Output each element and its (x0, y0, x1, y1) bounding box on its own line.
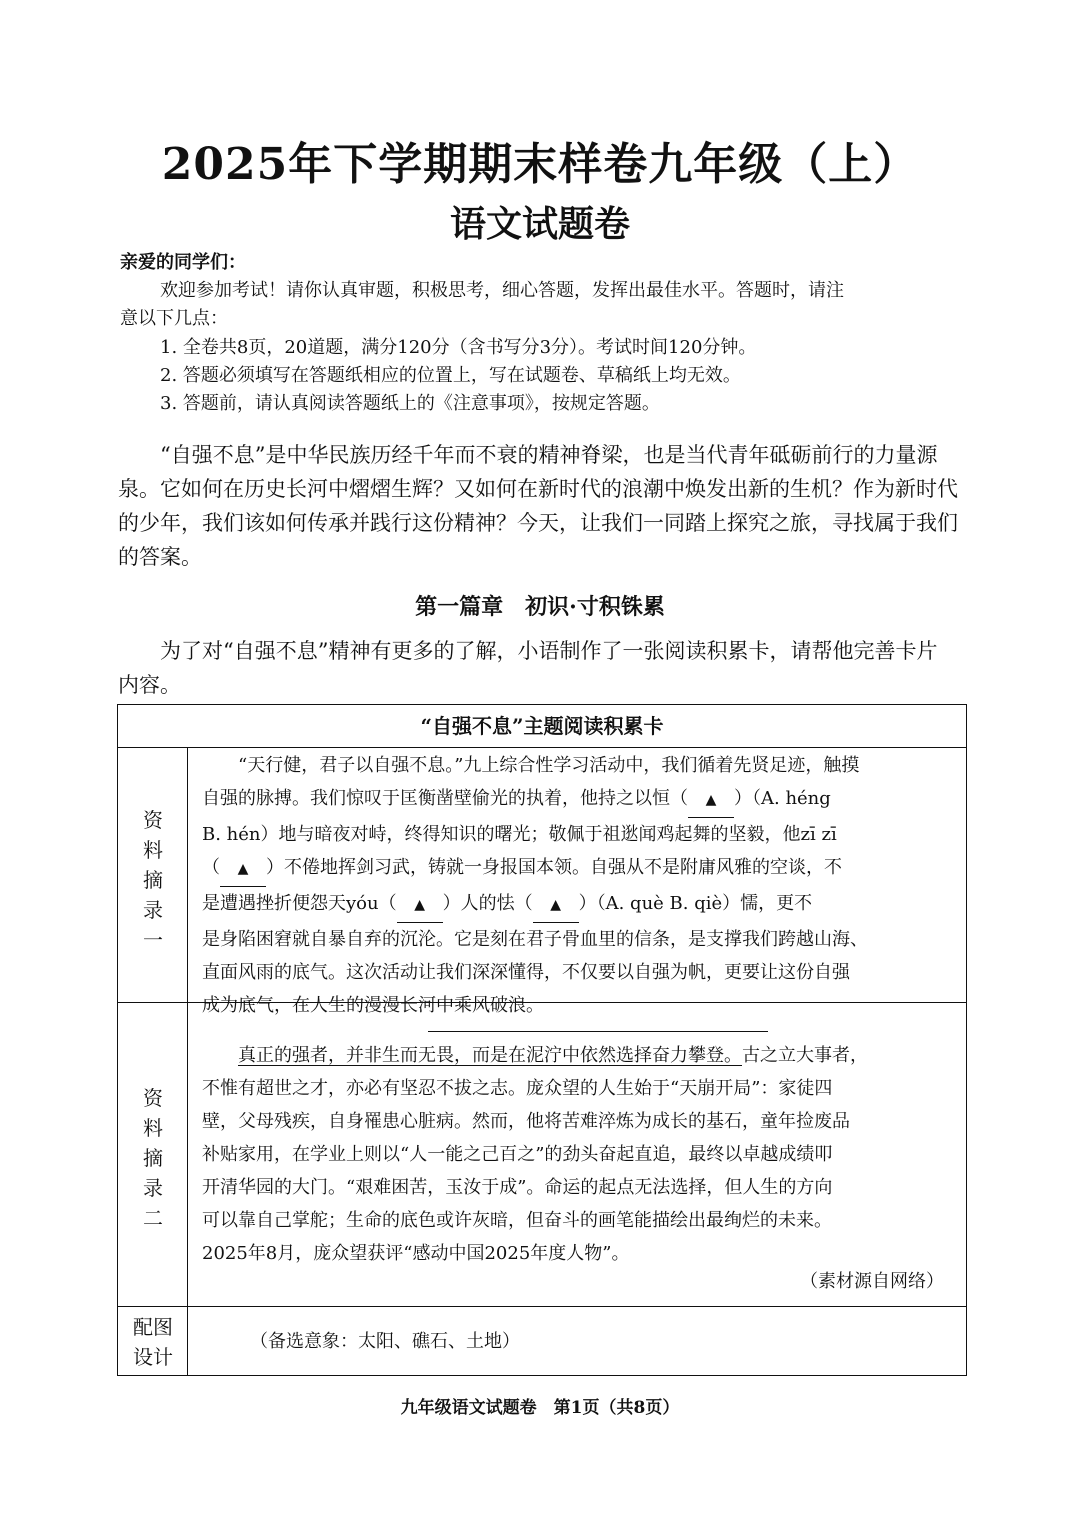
text-line: 开清华园的大门。“艰难困苦，玉汝于成”。命运的起点无法选择，但人生的方向 (202, 1177, 833, 1198)
text-line: “天行健，君子以自强不息。”九上综合性学习活动中，我们循着先贤足迹，触摸 (238, 755, 860, 776)
answer-blank[interactable] (688, 782, 734, 818)
text-fragment: ）不倦地挥剑习武，铸就一身报国本领。自强从不是附庸风雅的空谈，不 (266, 857, 842, 878)
chapter-title: 第一篇章 初识·寸积铢累 (415, 594, 665, 620)
source-note: （素材源自网络） (800, 1271, 944, 1292)
notice-item-1: 1. 全卷共8页，20道题，满分120分（含书写分3分）。考试时间120分钟。 (160, 337, 757, 358)
label-text: 设计 (133, 1345, 173, 1369)
label-char: 资 (143, 1086, 163, 1110)
reading-card (117, 704, 967, 1376)
intro-line: “自强不息”是中华民族历经千年而不衰的精神脊梁，也是当代青年砥砺前行的力量源 (160, 443, 938, 467)
page-footer: 九年级语文试题卷 第1页（共8页） (400, 1398, 680, 1418)
text-fragment: ）（A. héng (734, 788, 831, 809)
intro-line: 的答案。 (118, 545, 202, 569)
image-design-hint: （备选意象：太阳、礁石、土地） (250, 1331, 520, 1352)
text-line (202, 887, 958, 923)
triangle-icon: ▲ (550, 897, 561, 913)
instruction-line: 内容。 (118, 673, 181, 697)
triangle-icon: ▲ (414, 897, 425, 913)
section-2-text (202, 1039, 958, 1270)
label-char: 料 (143, 838, 163, 862)
text-fragment: 是遭遇挫折便怨天yóu（ (202, 893, 397, 914)
label-text: 配图 (133, 1315, 173, 1339)
text-line (202, 1039, 958, 1072)
card-section-3 (118, 1307, 966, 1375)
section-1-label (118, 747, 188, 1002)
exam-title: 2025年下学期期末样卷九年级（上） (161, 139, 919, 190)
answer-blank[interactable] (220, 851, 266, 887)
title-answer-line[interactable] (428, 1031, 768, 1032)
card-title: “自强不息”主题阅读积累卡 (118, 705, 966, 748)
text-line: 不惟有超世之才，亦必有坚忍不拔之志。庞众望的人生始于“天崩开局”：家徒四 (202, 1078, 833, 1099)
label-char: 一 (143, 928, 163, 952)
text-line: 是身陷困窘就自暴自弃的沉沦。它是刻在君子骨血里的信条，是支撑我们跨越山海、 (202, 929, 868, 950)
label-char: 摘 (143, 1146, 163, 1170)
welcome-line-1: 欢迎参加考试！请你认真审题，积极思考，细心答题，发挥出最佳水平。答题时，请注 (160, 280, 844, 301)
card-section-1 (118, 747, 966, 1016)
section-1-text (202, 749, 958, 1022)
instruction-paragraph (118, 634, 968, 702)
label-char: 录 (143, 898, 163, 922)
text-fragment: ）（A. què B. qiè）懦，更不 (578, 893, 813, 914)
notice-item-3: 3. 答题前，请认真阅读答题纸上的《注意事项》，按规定答题。 (160, 393, 660, 414)
answer-blank[interactable] (533, 887, 579, 923)
card-section-2 (118, 1003, 966, 1307)
intro-line: 泉。它如何在历史长河中熠熠生辉？又如何在新时代的浪潮中焕发出新的生机？作为新时代 (118, 477, 958, 501)
section-3-label (118, 1307, 188, 1375)
answer-blank[interactable] (397, 887, 443, 923)
text-line: 2025年8月，庞众望获评“感动中国2025年度人物”。 (202, 1243, 630, 1264)
exam-subtitle: 语文试题卷 (449, 203, 630, 245)
instruction-line: 为了对“自强不息”精神有更多的了解，小语制作了一张阅读积累卡，请帮他完善卡片 (160, 639, 938, 663)
text-line: B. hén）地与暗夜对峙，终得知识的曙光；敬佩于祖逖闻鸡起舞的坚毅，他zī zī (202, 824, 837, 845)
notice-item-2: 2. 答题必须填写在答题纸相应的位置上，写在试题卷、草稿纸上均无效。 (160, 365, 741, 386)
text-line: 直面风雨的底气。这次活动让我们深深懂得，不仅要以自强为帆，更要让这份自强 (202, 962, 850, 983)
text-line: 壁，父母残疾，自身罹患心脏病。然而，他将苦难淬炼为成长的基石，童年捡废品 (202, 1111, 850, 1132)
underlined-sentence: 真正的强者，并非生而无畏，而是在泥泞中依然选择奋力攀登。 (238, 1045, 742, 1066)
text-line: 可以靠自己掌舵；生命的底色或许灰暗，但奋斗的画笔能描绘出最绚烂的未来。 (202, 1210, 832, 1231)
greeting: 亲爱的同学们： (120, 252, 246, 273)
text-line: 成为底气，在人生的漫漫长河中乘风破浪。 (202, 995, 544, 1016)
section-2-label (118, 1003, 188, 1306)
triangle-icon: ▲ (237, 861, 249, 877)
text-fragment: （ (202, 857, 220, 878)
label-char: 摘 (143, 868, 163, 892)
text-fragment: 古之立大事者， (742, 1045, 868, 1066)
text-fragment: 自强的脉搏。我们惊叹于匡衡凿壁偷光的执着，他持之以恒（ (202, 788, 688, 809)
intro-paragraph (118, 438, 968, 574)
label-char: 二 (143, 1206, 163, 1230)
welcome-line-2: 意以下几点： (120, 308, 228, 329)
label-char: 资 (143, 808, 163, 832)
text-line (202, 851, 958, 887)
label-char: 料 (143, 1116, 163, 1140)
text-fragment: ）人的怯（ (442, 893, 533, 914)
text-line: 补贴家用，在学业上则以“人一能之己百之”的劲头奋起直追，最终以卓越成绩叩 (202, 1144, 833, 1165)
triangle-icon: ▲ (705, 792, 717, 808)
intro-line: 的少年，我们该如何传承并践行这份精神？今天，让我们一同踏上探究之旅，寻找属于我们 (118, 511, 958, 535)
text-line (202, 782, 958, 818)
label-char: 录 (143, 1176, 163, 1200)
